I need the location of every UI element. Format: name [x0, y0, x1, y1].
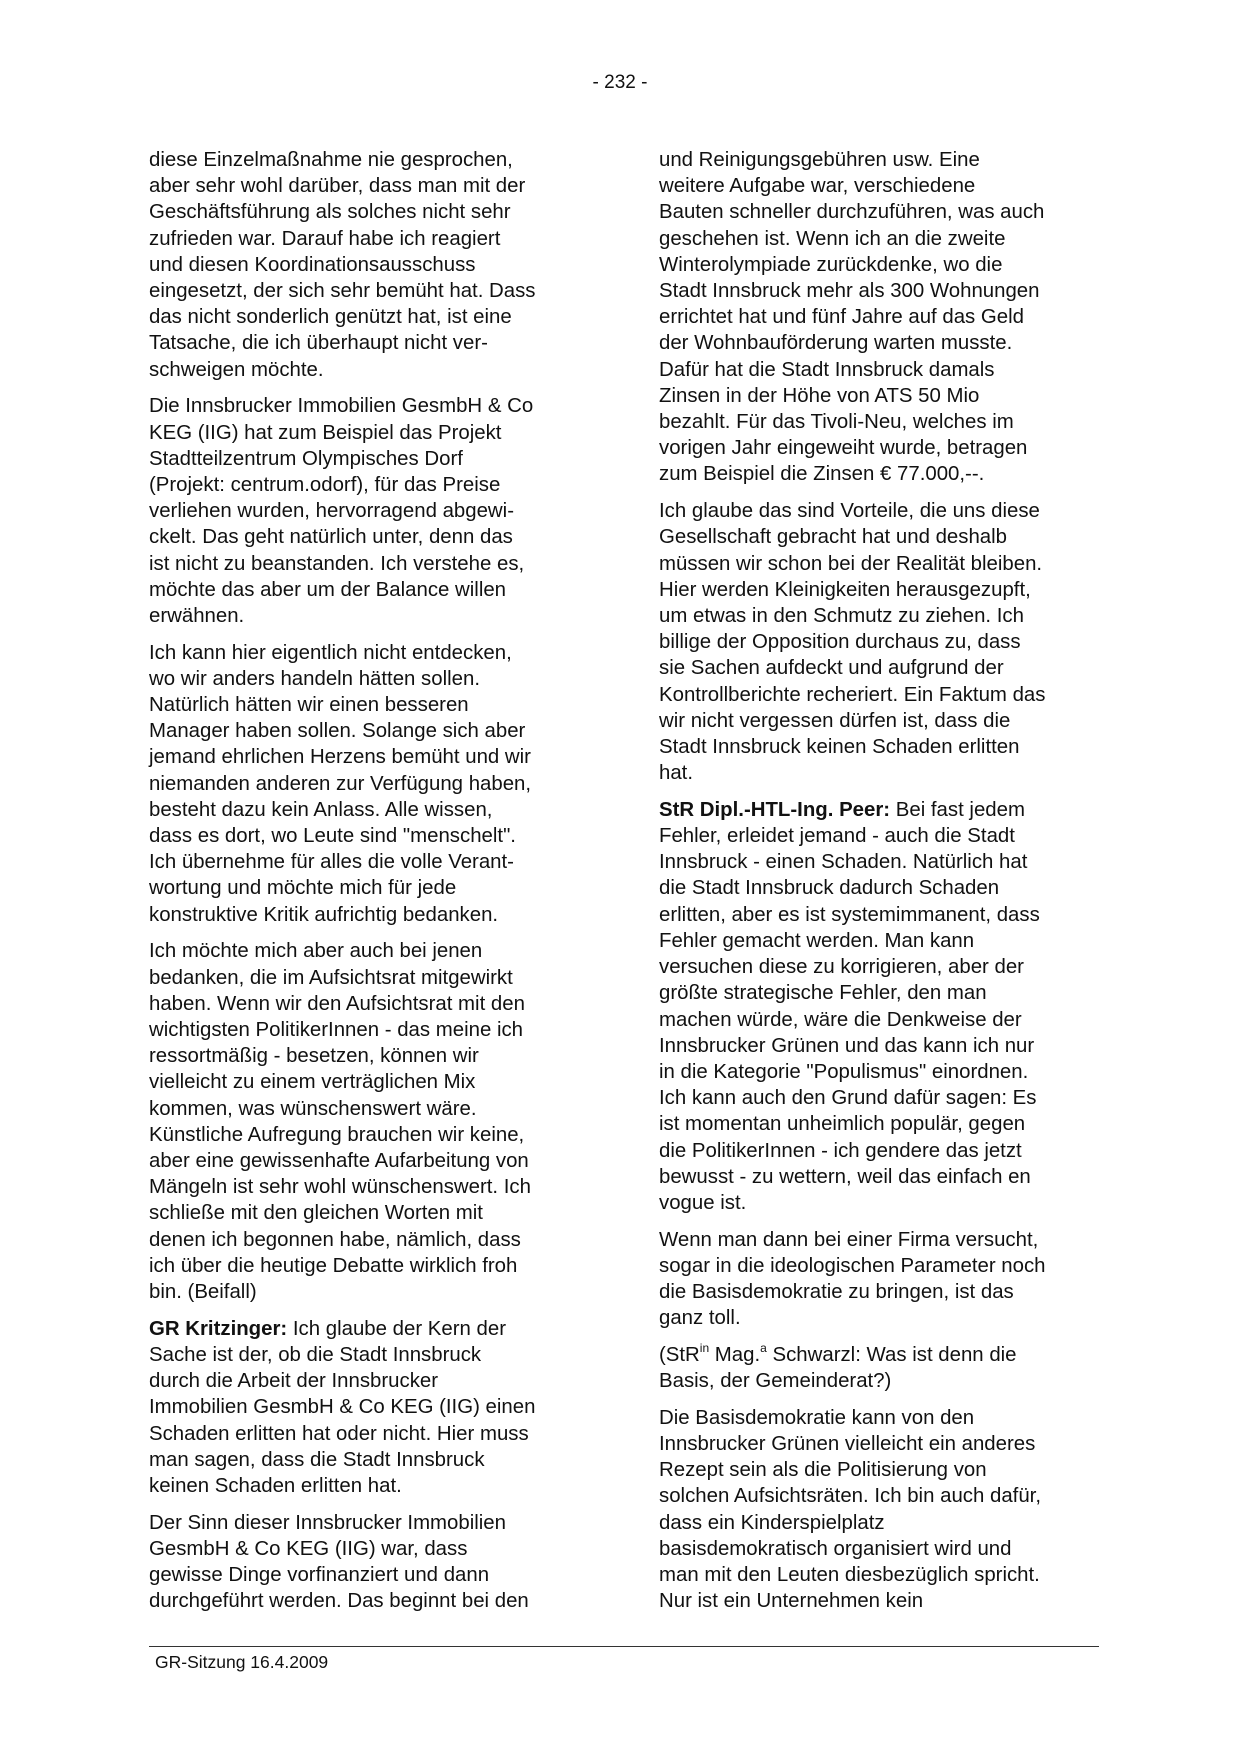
paragraph — [659, 1227, 1104, 1332]
text-line: solchen Aufsichtsräten. Ich bin auch dafür, — [659, 1485, 1041, 1508]
text-line: aber sehr wohl darüber, dass man mit der — [149, 175, 526, 198]
text-line: man mit den Leuten diesbezüglich spricht. — [659, 1564, 1040, 1587]
text-line: schweigen möchte. — [149, 358, 324, 381]
text-line: ckelt. Das geht natürlich unter, denn das — [149, 526, 513, 549]
text-line: besteht dazu kein Anlass. Alle wissen, — [149, 798, 493, 821]
text-line: gewisse Dinge vorfinanziert und dann — [149, 1564, 490, 1587]
text-line: bewusst - zu wettern, weil das einfach en — [659, 1165, 1031, 1188]
text-line: Manager haben sollen. Solange sich aber — [149, 720, 526, 743]
text-line: Fehler gemacht werden. Man kann — [659, 929, 975, 952]
text-line: Innsbrucker Grünen vielleicht ein anderes — [659, 1433, 1036, 1456]
text-line: Winterolympiade zurückdenke, wo die — [659, 253, 1003, 276]
text-line: ich über die heutige Debatte wirklich froh — [149, 1254, 518, 1277]
text-fragment: Bei fast jedem — [890, 798, 1025, 821]
paragraph — [149, 1510, 594, 1615]
text-line: man sagen, dass die Stadt Innsbruck — [149, 1448, 485, 1471]
text-line — [149, 1316, 594, 1342]
text-line: hat. — [659, 762, 694, 785]
text-line: errichtet hat und fünf Jahre auf das Geld — [659, 306, 1024, 329]
interjection-paragraph — [659, 1342, 1104, 1394]
text-line: GesmbH & Co KEG (IIG) war, dass — [149, 1537, 468, 1560]
text-line: Stadt Innsbruck keinen Schaden erlitten — [659, 735, 1020, 758]
text-line: niemanden anderen zur Verfügung haben, — [149, 772, 532, 795]
text-line: Ich möchte mich aber auch bei jenen — [149, 940, 483, 963]
superscript: a — [760, 1340, 767, 1355]
text-fragment: (StR — [659, 1343, 700, 1366]
text-line: Zinsen in der Höhe von ATS 50 Mio — [659, 384, 980, 407]
text-line: sogar in die ideologischen Parameter noch — [659, 1254, 1046, 1277]
text-line: Dafür hat die Stadt Innsbruck damals — [659, 358, 995, 381]
text-line: bedanken, die im Aufsichtsrat mitgewirkt — [149, 966, 513, 989]
paragraph — [659, 797, 1104, 1216]
text-line: Ich übernehme für alles die volle Verant- — [149, 851, 514, 874]
text-line: vielleicht zu einem verträglichen Mix — [149, 1071, 476, 1094]
text-line: Die Basisdemokratie kann von den — [659, 1406, 975, 1429]
paragraph — [659, 147, 1104, 488]
text-line: ist momentan unheimlich populär, gegen — [659, 1113, 1026, 1136]
text-line: und Reinigungsgebühren usw. Eine — [659, 149, 980, 171]
paragraph — [149, 640, 594, 928]
text-line: in die Kategorie "Populismus" einordnen. — [659, 1060, 1029, 1083]
text-line: vorigen Jahr eingeweiht wurde, betragen — [659, 437, 1028, 460]
text-line — [659, 1342, 1104, 1368]
paragraph — [149, 147, 594, 383]
text-line: geschehen ist. Wenn ich an die zweite — [659, 227, 1006, 250]
text-line: verliehen wurden, hervorragend abgewi- — [149, 500, 514, 523]
text-line: Tatsache, die ich überhaupt nicht ver- — [149, 332, 488, 355]
text-line: Ich kann hier eigentlich nicht entdecken, — [149, 641, 512, 664]
text-line: bin. (Beifall) — [149, 1281, 257, 1304]
text-line: Stadtteilzentrum Olympisches Dorf — [149, 447, 463, 470]
text-line: Basis, der Gemeinderat?) — [659, 1370, 892, 1393]
text-line: haben. Wenn wir den Aufsichtsrat mit den — [149, 992, 525, 1015]
paragraph — [149, 938, 594, 1305]
text-line: das nicht sonderlich genützt hat, ist eine — [149, 306, 512, 329]
text-line: Künstliche Aufregung brauchen wir keine, — [149, 1123, 525, 1146]
text-line: ressortmäßig - besetzen, können wir — [149, 1045, 479, 1068]
text-line: Stadt Innsbruck mehr als 300 Wohnungen — [659, 280, 1040, 303]
text-line: konstruktive Kritik aufrichtig bedanken. — [149, 903, 499, 926]
text-line: größte strategische Fehler, den man — [659, 982, 987, 1005]
text-line: Schaden erlitten hat oder nicht. Hier muss — [149, 1422, 529, 1445]
text-line: die PolitikerInnen - ich gendere das jetzt — [659, 1139, 1022, 1162]
text-line: wortung und möchte mich für jede — [149, 877, 457, 900]
text-fragment: Ich glaube der Kern der — [287, 1317, 506, 1340]
text-line: machen würde, wäre die Denkweise der — [659, 1008, 1022, 1031]
text-line: KEG (IIG) hat zum Beispiel das Projekt — [149, 421, 502, 444]
speaker-name: StR Dipl.-HTL-Ing. Peer: — [659, 798, 891, 821]
text-line: Ich glaube das sind Vorteile, die uns diese — [659, 500, 1040, 523]
text-fragment: Mag. — [709, 1343, 761, 1366]
text-line: Wenn man dann bei einer Firma versucht, — [659, 1228, 1039, 1251]
text-line: dass es dort, wo Leute sind "menschelt". — [149, 825, 516, 848]
left-column — [149, 147, 594, 1625]
text-line: Innsbruck - einen Schaden. Natürlich hat — [659, 851, 1028, 874]
text-line: Mängeln ist sehr wohl wünschenswert. Ich — [149, 1176, 531, 1199]
text-line: aber eine gewissenhafte Aufarbeitung von — [149, 1150, 529, 1173]
text-line: erwähnen. — [149, 604, 245, 627]
text-line: Natürlich hätten wir einen besseren — [149, 694, 469, 717]
paragraph — [659, 1405, 1104, 1615]
text-line: zum Beispiel die Zinsen € 77.000,--. — [659, 463, 985, 486]
text-line: billige der Opposition durchaus zu, dass — [659, 631, 1021, 654]
text-line: Die Innsbrucker Immobilien GesmbH & Co — [149, 395, 534, 418]
paragraph — [659, 498, 1104, 786]
text-line: möchte das aber um der Balance willen — [149, 578, 507, 601]
text-line: weitere Aufgabe war, verschiedene — [659, 175, 976, 198]
text-line: eingesetzt, der sich sehr bemüht hat. Dass — [149, 280, 536, 303]
text-line: Gesellschaft gebracht hat und deshalb — [659, 526, 1008, 549]
text-line: dass ein Kinderspielplatz — [659, 1511, 885, 1534]
paragraph — [149, 1316, 594, 1499]
text-line: diese Einzelmaßnahme nie gesprochen, — [149, 149, 513, 171]
text-line: ganz toll. — [659, 1307, 741, 1330]
text-line: Bauten schneller durchzuführen, was auch — [659, 201, 1045, 224]
text-line: Sache ist der, ob die Stadt Innsbruck — [149, 1343, 482, 1366]
text-line: versuchen diese zu korrigieren, aber der — [659, 956, 1024, 979]
text-line: Fehler, erleidet jemand - auch die Stadt — [659, 825, 1015, 848]
superscript: in — [699, 1340, 710, 1355]
text-line: die Stadt Innsbruck dadurch Schaden — [659, 877, 1000, 900]
text-line: Immobilien GesmbH & Co KEG (IIG) einen — [149, 1396, 536, 1419]
text-line: basisdemokratisch organisiert wird und — [659, 1537, 1012, 1560]
text-line: zufrieden war. Darauf habe ich reagiert — [149, 227, 501, 250]
text-line: Innsbrucker Grünen und das kann ich nur — [659, 1034, 1035, 1057]
text-line: durchgeführt werden. Das beginnt bei den — [149, 1590, 529, 1613]
right-column — [659, 147, 1104, 1625]
paragraph — [149, 393, 594, 629]
speaker-name: GR Kritzinger: — [149, 1317, 288, 1340]
text-line: (Projekt: centrum.odorf), für das Preise — [149, 473, 501, 496]
text-line: durch die Arbeit der Innsbrucker — [149, 1370, 439, 1393]
text-line: Nur ist ein Unternehmen kein — [659, 1590, 924, 1613]
text-line: wichtigsten PolitikerInnen - das meine ich — [149, 1019, 524, 1041]
text-line: und diesen Koordinationsausschuss — [149, 253, 476, 276]
text-line: bezahlt. Für das Tivoli-Neu, welches im — [659, 411, 1014, 434]
text-line: denen ich begonnen habe, nämlich, dass — [149, 1228, 521, 1251]
page-number: - 232 - — [592, 72, 648, 93]
text-line: jemand ehrlichen Herzens bemüht und wir — [149, 746, 531, 769]
text-line: die Basisdemokratie zu bringen, ist das — [659, 1281, 1014, 1304]
text-line: Der Sinn dieser Innsbrucker Immobilien — [149, 1511, 506, 1534]
text-line: wo wir anders handeln hätten sollen. — [149, 667, 480, 690]
text-line: keinen Schaden erlitten hat. — [149, 1474, 402, 1497]
text-line: sie Sachen aufdeckt und aufgrund der — [659, 657, 1004, 680]
text-line: Kontrollberichte recheriert. Ein Faktum das — [659, 683, 1046, 706]
text-line: Ich kann auch den Grund dafür sagen: Es — [659, 1087, 1037, 1110]
text-line: Hier werden Kleinigkeiten herausgezupft, — [659, 578, 1031, 601]
text-line: Rezept sein als die Politisierung von — [659, 1459, 987, 1482]
text-line: vogue ist. — [659, 1191, 747, 1214]
text-line: müssen wir schon bei der Realität bleiben. — [659, 552, 1043, 575]
footer-divider — [149, 1646, 1099, 1647]
text-line: um etwas in den Schmutz zu ziehen. Ich — [659, 604, 1024, 627]
text-line: der Wohnbauförderung warten musste. — [659, 332, 1013, 355]
text-fragment: Schwarzl: Was ist denn die — [766, 1343, 1017, 1366]
text-line: kommen, was wünschenswert wäre. — [149, 1097, 477, 1120]
text-line: erlitten, aber es ist systemimmanent, dass — [659, 903, 1040, 926]
text-line: wir nicht vergessen dürfen ist, dass die — [659, 709, 1011, 732]
text-line: schließe mit den gleichen Worten mit — [149, 1202, 483, 1225]
text-line — [659, 797, 1104, 823]
footer-text: GR-Sitzung 16.4.2009 — [155, 1652, 329, 1672]
text-line: ist nicht zu beanstanden. Ich verstehe es, — [149, 552, 525, 575]
text-line: Geschäftsführung als solches nicht sehr — [149, 201, 511, 224]
